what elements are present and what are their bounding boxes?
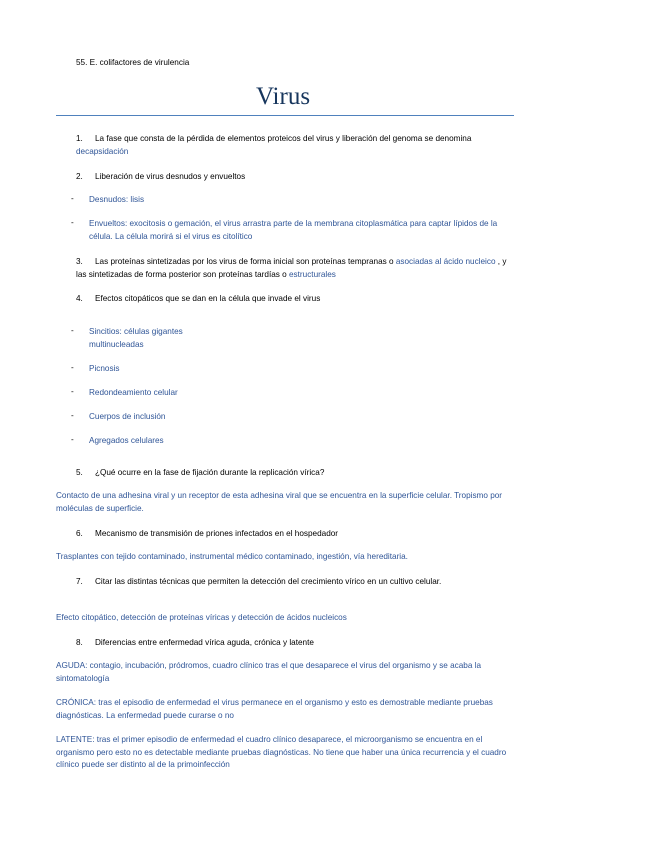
list-item: Agregados celulares bbox=[89, 436, 164, 445]
list-item: Sincitios: células gigantes multinucleadas bbox=[89, 327, 183, 349]
page-title: Virus bbox=[256, 83, 311, 110]
answer-8-aguda: AGUDA: contagio, incubación, pródromos, cuadro clínico tras el que desaparece el virus del organismo y se acaba la sintomatología bbox=[56, 661, 482, 683]
question-7-text: Citar las distintas técnicas que permiten la detección del crecimiento vírico en un cultivo celular. bbox=[95, 577, 442, 586]
question-4: 4. Efectos citopáticos que se dan en la célula que invade el virus bbox=[76, 294, 321, 303]
question-4-text: Efectos citopáticos que se dan en la célula que invade el virus bbox=[95, 294, 321, 303]
bullet-dash: - bbox=[71, 411, 74, 420]
question-8-text: Diferencias entre enfermedad vírica aguda, crónica y latente bbox=[95, 638, 314, 647]
list-item: Picnosis bbox=[89, 364, 120, 373]
answer-8-latente: LATENTE: tras el primer episodio de enfermedad el cuadro clínico desaparece, el microorganismo se encuentra en el organismo pero esto no es detectable mediante pruebas diagnósticas. No tiene que haber una única recurrencia y el cuadro clínico puede ser distinto al de la primoinfección bbox=[56, 735, 507, 769]
bullet-dash: - bbox=[71, 218, 74, 227]
bullet-dash: - bbox=[71, 363, 74, 372]
answer-5: Contacto de una adhesina viral y un receptor de esta adhesina viral que se encuentra en la superficie celular. Tropismo por moléculas de superficie. bbox=[56, 491, 503, 513]
list-item: Envueltos: exocitosis o gemación, el virus arrastra parte de la membrana citoplasmática para captar lípidos de la célula. La célula morirá si el virus es citolítico bbox=[89, 219, 498, 241]
answer-7: Efecto citopático, detección de proteínas víricas y detección de ácidos nucleicos bbox=[56, 613, 347, 622]
bullet-dash: - bbox=[71, 326, 74, 335]
question-1: 1. La fase que consta de la pérdida de elementos proteicos del virus y liberación del genoma se denomina decapsidación bbox=[76, 134, 472, 156]
answer-8-cronica: CRÓNICA: tras el episodio de enfermedad el virus permanece en el organismo y esto es demostrable mediante pruebas diagnósticas. La enfermedad puede curarse o no bbox=[56, 698, 493, 720]
question-1-answer: decapsidación bbox=[76, 147, 129, 156]
question-3: 3. Las proteínas sintetizadas por los virus de forma inicial son proteínas tempranas o asociadas al ácido nucleico , y las sintetizadas de forma posterior son proteínas tardías o estructurales bbox=[76, 257, 507, 279]
list-item: Desnudos: lisis bbox=[89, 195, 145, 204]
question-3-answer-1: asociadas al ácido nucleico bbox=[395, 257, 496, 266]
question-1-text: La fase que consta de la pérdida de elementos proteicos del virus y liberación del genoma se denomina bbox=[95, 134, 472, 143]
list-item: Cuerpos de inclusión bbox=[89, 412, 166, 421]
question-5: 5. ¿Qué ocurre en la fase de fijación durante la replicación vírica? bbox=[76, 468, 325, 477]
list-item: Redondeamiento celular bbox=[89, 388, 178, 397]
question-2: 2. Liberación de virus desnudos y envueltos bbox=[76, 172, 246, 181]
title-underline bbox=[56, 115, 514, 116]
question-7: 7. Citar las distintas técnicas que permiten la detección del crecimiento vírico en un cultivo celular. bbox=[76, 577, 442, 586]
question-2-text: Liberación de virus desnudos y envueltos bbox=[95, 172, 246, 181]
question-3-answer-2: estructurales bbox=[289, 270, 336, 279]
bullet-dash: - bbox=[71, 387, 74, 396]
answer-6: Trasplantes con tejido contaminado, instrumental médico contaminado, ingestión, vía hereditaria. bbox=[56, 552, 408, 561]
question-6: 6. Mecanismo de transmisión de priones infectados en el hospedador bbox=[76, 529, 339, 538]
header-text: 55. E. colifactores de virulencia bbox=[76, 58, 190, 67]
bullet-dash: - bbox=[71, 194, 74, 203]
question-8: 8. Diferencias entre enfermedad vírica aguda, crónica y latente bbox=[76, 638, 314, 647]
question-5-text: ¿Qué ocurre en la fase de fijación durante la replicación vírica? bbox=[95, 468, 325, 477]
bullet-dash: - bbox=[71, 435, 74, 444]
question-6-text: Mecanismo de transmisión de priones infectados en el hospedador bbox=[95, 529, 339, 538]
